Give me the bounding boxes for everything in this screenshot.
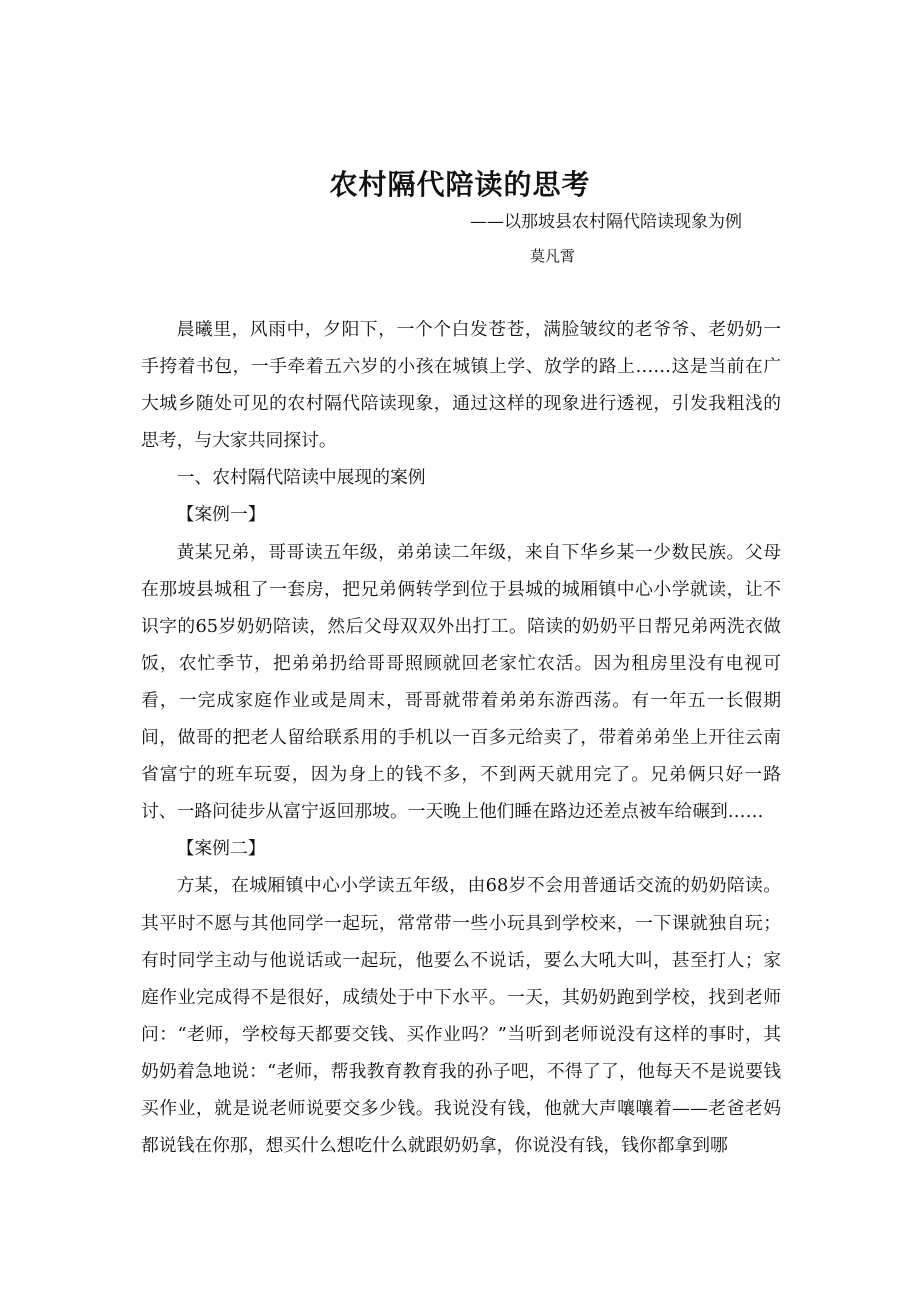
section-heading: 一、农村隔代陪读中展现的案例 [176, 467, 426, 489]
case-two-heading: 【案例二】 [176, 838, 266, 860]
case-two-paragraph: 方某，在城厢镇中心小学读五年级，由68岁不会用普通话交流的奶奶陪读。其平时不愿与其他同学一起玩，常常带一些小玩具到学校来，一下课就独自玩；有时同学主动与他说话或一起玩，他要么不说话，要么大吼大叫，甚至打人；家庭作业完成得不是很好，成绩处于中下水平。一天，其奶奶跑到学校，找到老师问：“老师，学校每天都要交钱、买作业吗？”当听到老师说没有这样的事时，其奶奶着急地说：“老师，帮我教育教育我的孙子吧，不得了了，他每天不是说要钱买作业，就是说老师说要交多少钱。我说没有钱，他就大声嚷嚷着——老爸老妈都说钱在你那，想买什么想吃什么就跟奶奶拿，你说没有钱，钱你都拿到哪 [141, 875, 781, 1157]
document-title: 农村隔代陪读的思考 [329, 168, 591, 201]
document-subtitle: ——以那坡县农村隔代陪读现象为例 [470, 212, 742, 232]
case-one-paragraph: 黄某兄弟，哥哥读五年级，弟弟读二年级，来自下华乡某一少数民族。父母在那坡县城租了一套房，把兄弟俩转学到位于县城的城厢镇中心小学就读，让不识字的65岁奶奶陪读，然后父母双双外出打工。陪读的奶奶平日帮兄弟两洗衣做饭，农忙季节，把弟弟扔给哥哥照顾就回老家忙农活。因为租房里没有电视可看，一完成家庭作业或是周末，哥哥就带着弟弟东游西荡。有一年五一长假期间，做哥的把老人留给联系用的手机以一百多元给卖了，带着弟弟坐上开往云南省富宁的班车玩耍，因为身上的钱不多，不到两天就用完了。兄弟俩只好一路讨、一路问徒步从富宁返回那坡。一天晚上他们睡在路边还差点被车给碾到…… [141, 541, 781, 823]
intro-paragraph: 晨曦里，风雨中，夕阳下，一个个白发苍苍，满脸皱纹的老爷爷、老奶奶一手挎着书包，一手牵着五六岁的小孩在城镇上学、放学的路上……这是当前在广大城乡随处可见的农村隔代陪读现象，通过这样的现象进行透视，引发我粗浅的思考，与大家共同探讨。 [141, 319, 781, 452]
document-author: 莫凡霄 [530, 247, 576, 265]
case-one-heading: 【案例一】 [176, 504, 266, 526]
document-body [141, 311, 781, 1164]
